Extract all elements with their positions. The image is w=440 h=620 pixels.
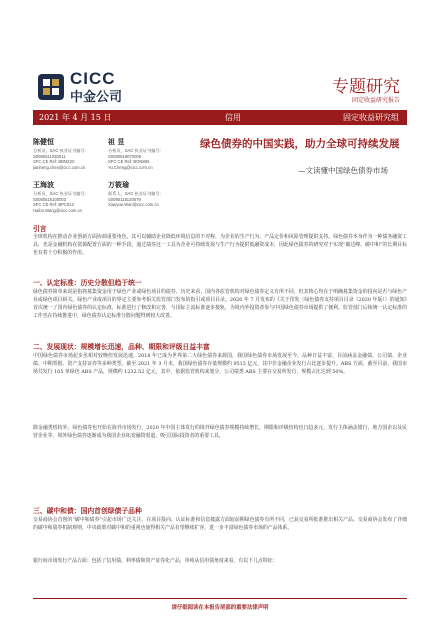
author-info: S0080119120079: [108, 196, 141, 202]
logo-text-cn: 中金公司: [70, 90, 123, 105]
cicc-logo-icon: [38, 74, 64, 100]
author-info: S0080519070005: [108, 153, 142, 159]
logo-text-en: CICC: [70, 69, 116, 88]
header-banner: [33, 110, 407, 125]
author-info: 联系人，SAC 执业证书编号：: [108, 191, 164, 196]
author-info: 分析员，SAC 执业证书编号：: [33, 191, 89, 196]
author-name: 陈健恒: [33, 137, 54, 146]
author-card: [108, 180, 176, 208]
section-heading: 二、发展现状：规模增长迅速，品种、期限和评级日益丰富: [33, 343, 210, 351]
author-card: [33, 137, 101, 170]
section-heading: 一、认定标准：历史分散但趋于统一: [33, 279, 142, 287]
author-info: 分析员，SAC 执业证书编号：: [33, 148, 89, 153]
report-series: 固定收益研究组: [343, 113, 399, 122]
footer-divider: [33, 598, 407, 599]
author-card: [33, 180, 101, 213]
report-title: 绿色债券的中国实践，助力全球可持续发展: [200, 138, 400, 150]
section-paragraph: 银行间市场发行产品方面：包括了信用债、利率债和资产证券化产品，单纯从信用债角度来看，有以下几点特征：: [33, 558, 278, 564]
section-paragraph: 交易商协会首创的“碳中和债券”引起市场广泛关注，在项目投向、认证标准和信息披露方面较前期绿色债券有所不同，已获交易所批准推出相关产品。交易商协会发布了详细的碳中和债券机制规则，中央政策对碳中和的重视也使得相关产品有望继续扩容，进一步丰富绿色债券市场的产品体系。: [33, 517, 407, 531]
author-info: SFC CE Ref: BBM220: [33, 159, 75, 165]
author-email[interactable]: Haibo.Wang@cicc.com.cn: [33, 207, 83, 213]
author-email[interactable]: jianheng.chen@cicc.com.cn: [33, 164, 86, 170]
section-paragraph: 全球机构在推动企业创新方面协调重要角色。其可以辅助企业降低环境信息的不对称，为企业的生产行为、产品定价和风险管理提供支持。绿色债券本身作为一种债务融资工具，也是金融机构在资源配置方面的一种手段。通过债券这一工具为企业可持续发展与生产行为提供低融资成本，因此绿色债券的研究对于实现“碳达峰、碳中和”的长期目标也有着十分积极的作用。: [33, 234, 407, 256]
section-paragraph: 中国绿色债券市场起步虽相对较晚但发展迅速，2018 年已成为世界第二大绿色债券来源国，我国绿色债券市场发展至今，品种日益丰富，目前涵盖金融债、公司债、企业债、中期票据、资产支持证券等多种类型。截至 2021 年 3 月末，我国绿色债券存量规模约 9515 亿元，其中非金融企业发行占比逐步提升。ABS 方面，截至目前，我国市场共发行 105 单绿色 ABS 产品，规模约 1232.52 亿元，其中，依据监管机构来划分，公司债类 ABS 主要在交易所发行，规模占比达到 50%。: [33, 353, 407, 375]
section-paragraph: 绿色债券简单来说是指将募集资金用于绿色产业或绿色项目的债券，历史来看，国内各监管机构对绿色债券定义有所不同，但其核心均在于明确募集资金的投向是否与绿色产业或绿色项目相关。绿色产业或项目的界定主要参考相关监管部门发布的指引或项目目录。2020 年 7 月发布的《关于印发〈绿色债券支持项目目录（2020 年版）〉的通知》首次统一了国内绿色债券的认定标准，标准进行了修改和完善，与国际主流标准逐步接轨，为境内外投资者参与中国绿色债券市场提供了便利。监管部门后续统一认定标准的工作也在持续推进中，绿色债券认定标准分散问题得到较大改善。: [33, 289, 407, 319]
author-name: 王海波: [33, 180, 54, 189]
section-paragraph: 除金融类机构外，绿色债券也开始在海外市场发行，2020 年中国主体发行的境外绿色债券规模持续增长，期限和评级结构也日趋多元，发行主体涵盖银行、地方国企以及民营企业等，境外绿色债券逐渐成为我国企业拓宽融资渠道、吸引国际投资者的重要工具。: [33, 425, 407, 439]
author-info: S0080511030011: [33, 153, 66, 159]
author-name: 祖 昱: [108, 137, 125, 146]
section-heading: 引言: [33, 225, 47, 233]
report-date: 2021 年 4 月 15 日: [39, 113, 112, 122]
author-info: 分析员，SAC 执业证书编号：: [108, 148, 164, 153]
author-info: SFC CE Ref: BPC512: [33, 202, 74, 208]
report-subtitle: —文读懂中国绿色债券市场: [298, 166, 388, 175]
report-type: 专题研究: [332, 77, 400, 97]
report-subtype: 固定收益研究报告: [351, 97, 400, 104]
footer-disclaimer: 请仔细阅读在本报告尾部的重要法律声明: [171, 605, 269, 611]
author-card: [108, 137, 176, 170]
author-name: 万筱瑜: [108, 180, 129, 189]
report-category: 信用: [225, 113, 241, 122]
author-info: SFC CE Ref: BON865: [108, 159, 150, 165]
author-info: S0080516100003: [33, 196, 67, 202]
author-email[interactable]: Yu.Cheng@cicc.com.cn: [108, 164, 153, 170]
section-heading: 三、碳中和债：国内首创绿债子品种: [33, 507, 142, 515]
author-email[interactable]: Xiaoyue.Wan@cicc.com.cn: [108, 202, 159, 208]
